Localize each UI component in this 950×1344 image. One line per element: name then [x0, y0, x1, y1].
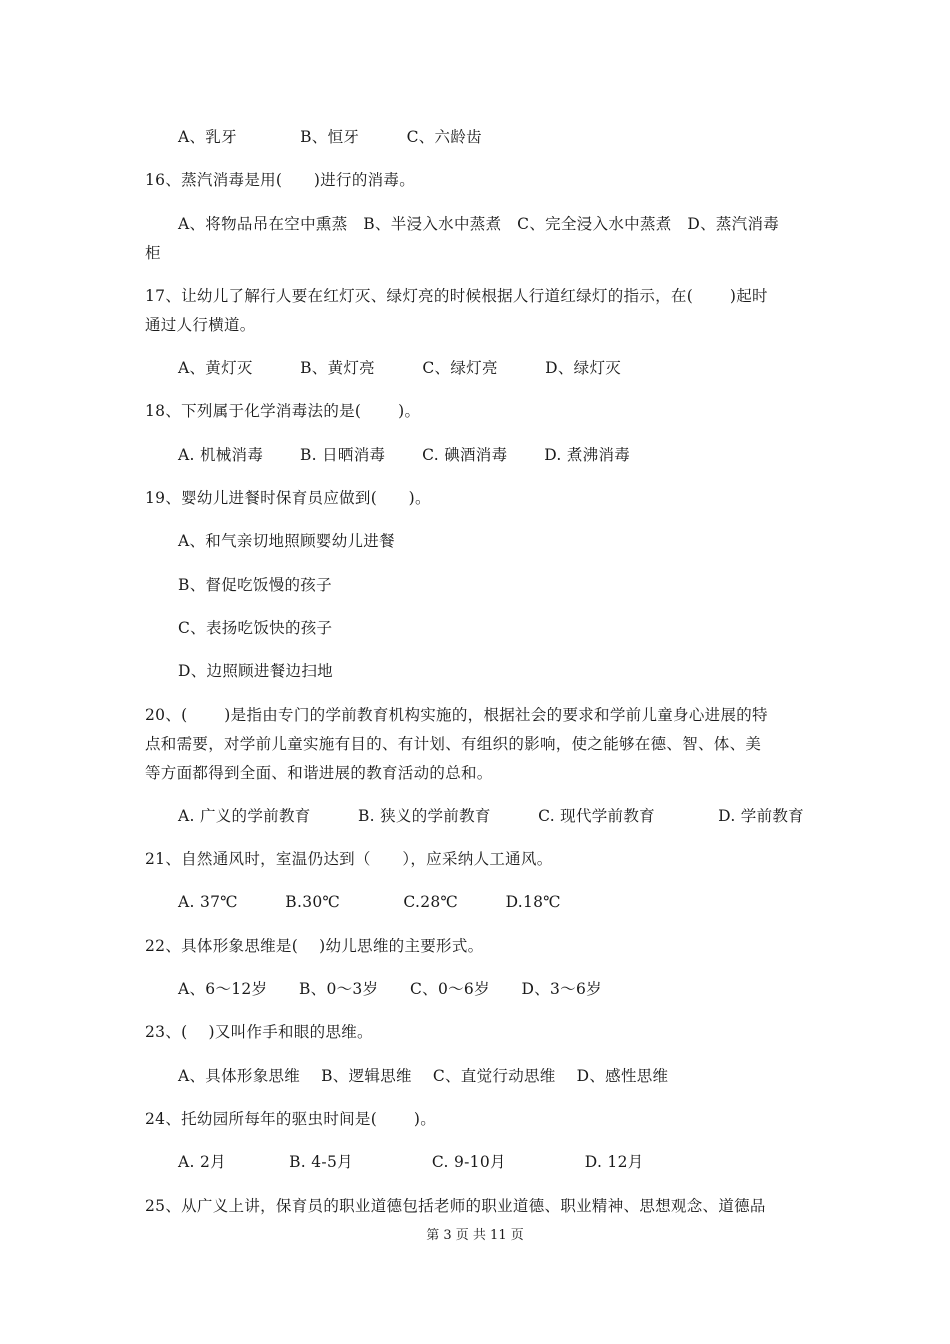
q19-option-d: D、边照顾进餐边扫地 — [178, 662, 333, 680]
q24-options: A. 2月 B. 4-5月 C. 9-10月 D. 12月 — [178, 1153, 644, 1171]
q20-stem: 20、( )是指由专门的学前教育机构实施的，根据社会的要求和学前儿童身心进展的特 — [145, 706, 768, 724]
q20-stem-cont-2: 等方面都得到全面、和谐进展的教育活动的总和。 — [145, 764, 493, 782]
q19-option-c: C、表扬吃饭快的孩子 — [178, 619, 333, 637]
q21-stem: 21、自然通风时，室温仍达到（ ），应采纳人工通风。 — [145, 850, 553, 868]
q19-option-a: A、和气亲切地照顾婴幼儿进餐 — [178, 532, 395, 550]
q22-stem: 22、具体形象思维是( )幼儿思维的主要形式。 — [145, 937, 484, 955]
q16-stem: 16、蒸汽消毒是用( )进行的消毒。 — [145, 171, 416, 189]
page-footer: 第 3 页 共 11 页 — [426, 1228, 524, 1243]
q17-stem-cont: 通过人行横道。 — [145, 316, 256, 334]
q15-options: A、乳牙 B、恒牙 C、六龄齿 — [178, 128, 482, 146]
q16-options: A、将物品吊在空中熏蒸 B、半浸入水中蒸煮 C、完全浸入水中蒸煮 D、蒸汽消毒 — [178, 215, 780, 233]
q16-options-cont: 柜 — [145, 244, 161, 262]
q19-option-b: B、督促吃饭慢的孩子 — [178, 576, 332, 594]
q23-stem: 23、( )又叫作手和眼的思维。 — [145, 1023, 373, 1041]
q20-stem-cont-1: 点和需要，对学前儿童实施有目的、有计划、有组织的影响，使之能够在德、智、体、美 — [145, 735, 762, 753]
q18-stem: 18、下列属于化学消毒法的是( )。 — [145, 402, 421, 420]
q23-options: A、具体形象思维 B、逻辑思维 C、直觉行动思维 D、感性思维 — [178, 1067, 669, 1085]
q21-options: A. 37℃ B.30℃ C.28℃ D.18℃ — [178, 893, 561, 911]
q22-options: A、6～12岁 B、0～3岁 C、0～6岁 D、3～6岁 — [178, 980, 602, 998]
q18-options: A. 机械消毒 B. 日晒消毒 C. 碘酒消毒 D. 煮沸消毒 — [178, 446, 631, 464]
q24-stem: 24、托幼园所每年的驱虫时间是( )。 — [145, 1110, 437, 1128]
q20-options: A. 广义的学前教育 B. 狭义的学前教育 C. 现代学前教育 D. 学前教育 — [178, 807, 804, 825]
q25-stem: 25、从广义上讲，保育员的职业道德包括老师的职业道德、职业精神、思想观念、道德品 — [145, 1197, 766, 1215]
q19-stem: 19、婴幼儿进餐时保育员应做到( )。 — [145, 489, 431, 507]
q17-options: A、黄灯灭 B、黄灯亮 C、绿灯亮 D、绿灯灭 — [178, 359, 622, 377]
q17-stem: 17、让幼儿了解行人要在红灯灭、绿灯亮的时候根据人行道红绿灯的指示，在( )起时 — [145, 287, 768, 305]
